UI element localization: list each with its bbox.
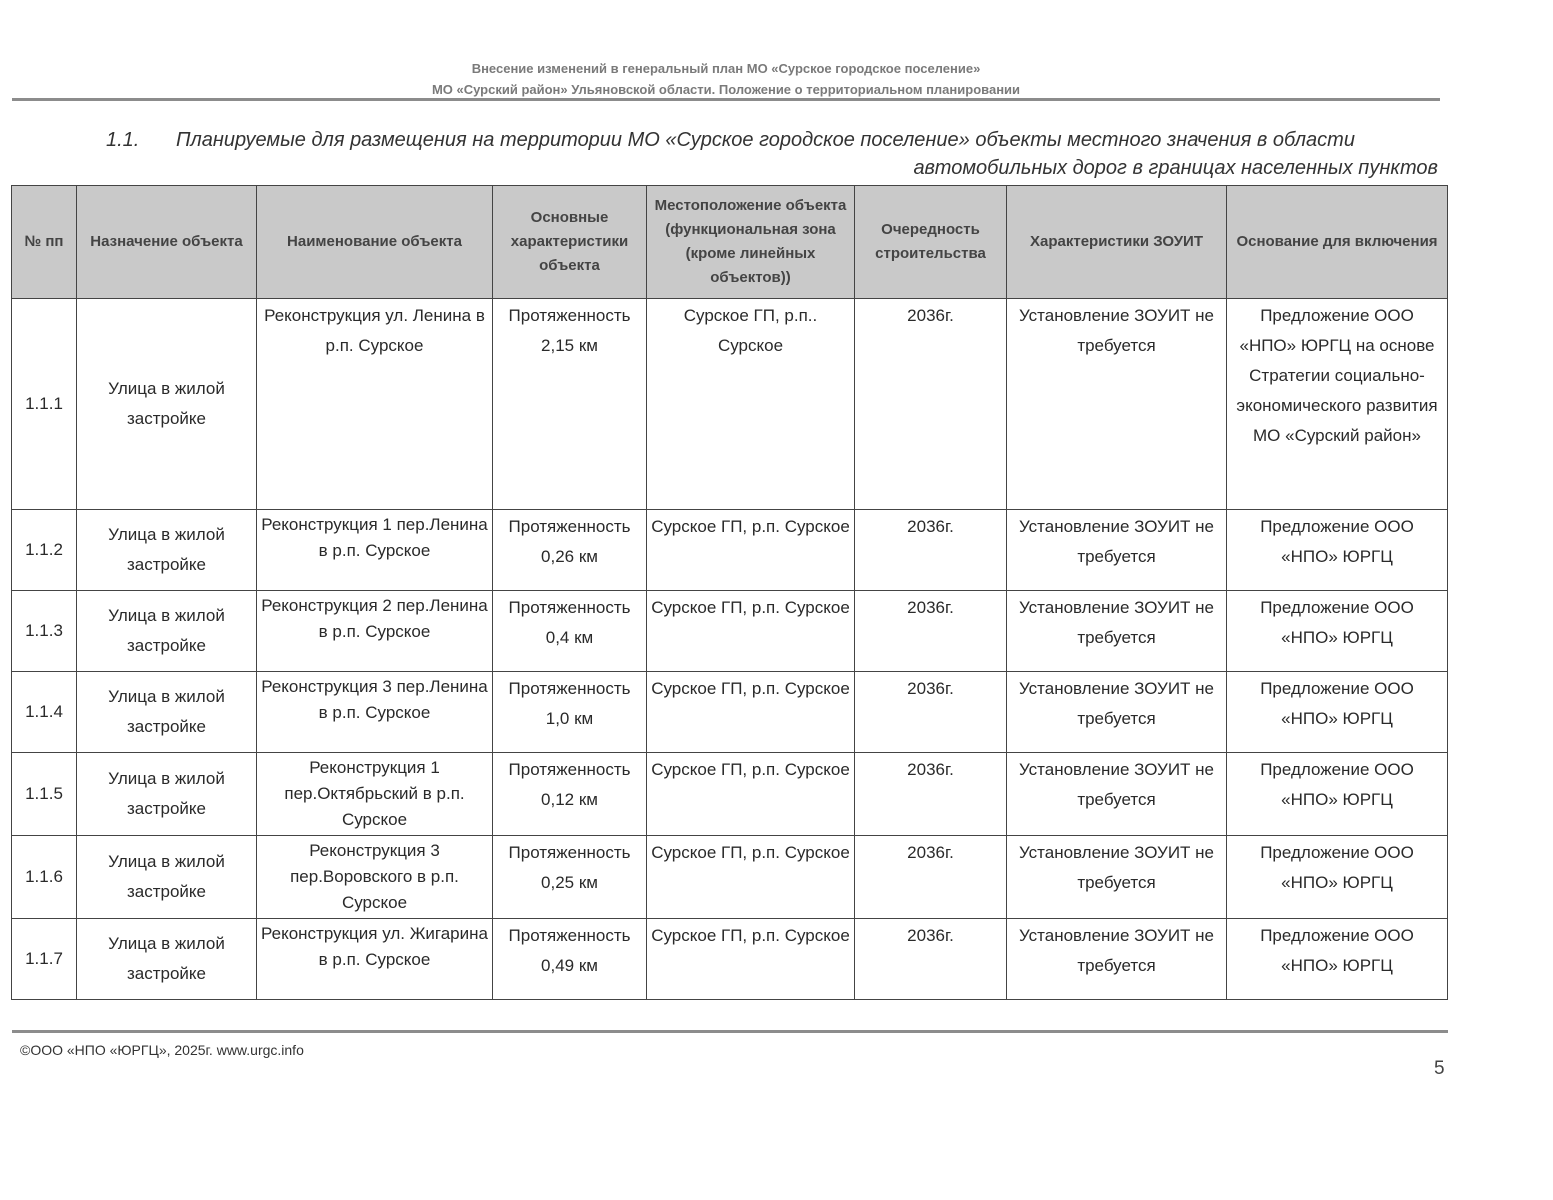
row-basis: Предложение ООО «НПО» ЮРГЦ xyxy=(1227,591,1448,672)
row-name: Реконструкция ул. Жигарина в р.п. Сурское xyxy=(257,919,493,1000)
row-number: 1.1.2 xyxy=(12,510,77,591)
row-name: Реконструкция 3 пер.Ленина в р.п. Сурское xyxy=(257,672,493,753)
row-purpose: Улица в жилой застройке xyxy=(77,299,257,510)
table-row xyxy=(12,753,1448,836)
row-characteristics: Протяженность 0,49 км xyxy=(493,919,647,1000)
row-location: Сурское ГП, р.п. Сурское xyxy=(647,919,855,1000)
column-header: № пп xyxy=(12,186,77,299)
page-number: 5 xyxy=(1434,1058,1445,1079)
row-zouit: Установление ЗОУИТ не требуется xyxy=(1007,672,1227,753)
row-number: 1.1.1 xyxy=(12,299,77,510)
row-characteristics: Протяженность 0,26 км xyxy=(493,510,647,591)
table-row xyxy=(12,836,1448,919)
row-characteristics: Протяженность 1,0 км xyxy=(493,672,647,753)
row-zouit: Установление ЗОУИТ не требуется xyxy=(1007,919,1227,1000)
row-name: Реконструкция 3 пер.Воровского в р.п. Сурское xyxy=(257,836,493,919)
row-location: Сурское ГП, р.п. Сурское xyxy=(647,672,855,753)
row-location: Сурское ГП, р.п. Сурское xyxy=(647,753,855,836)
footer-rule xyxy=(12,1030,1448,1033)
row-location: Сурское ГП, р.п.. Сурское xyxy=(647,299,855,510)
section-title-line-1 xyxy=(106,126,1438,154)
table-row xyxy=(12,299,1448,510)
row-location: Сурское ГП, р.п. Сурское xyxy=(647,591,855,672)
row-name: Реконструкция ул. Ленина в р.п. Сурское xyxy=(257,299,493,510)
row-basis: Предложение ООО «НПО» ЮРГЦ xyxy=(1227,672,1448,753)
table-row xyxy=(12,919,1448,1000)
column-header: Характеристики ЗОУИТ xyxy=(1007,186,1227,299)
section-title xyxy=(106,126,1438,182)
row-number: 1.1.7 xyxy=(12,919,77,1000)
row-characteristics: Протяженность 0,25 км xyxy=(493,836,647,919)
row-purpose: Улица в жилой застройке xyxy=(77,836,257,919)
row-name: Реконструкция 1 пер.Октябрьский в р.п. Сурское xyxy=(257,753,493,836)
column-header: Наименование объекта xyxy=(257,186,493,299)
column-header: Основание для включения xyxy=(1227,186,1448,299)
header-line-2: МО «Сурский район» Ульяновской области. Положение о территориальном планировании xyxy=(431,82,1021,97)
objects-table xyxy=(11,185,1448,1000)
row-zouit: Установление ЗОУИТ не требуется xyxy=(1007,510,1227,591)
row-priority: 2036г. xyxy=(855,672,1007,753)
row-basis: Предложение ООО «НПО» ЮРГЦ xyxy=(1227,919,1448,1000)
row-name: Реконструкция 2 пер.Ленина в р.п. Сурское xyxy=(257,591,493,672)
row-priority: 2036г. xyxy=(855,836,1007,919)
row-characteristics: Протяженность 0,4 км xyxy=(493,591,647,672)
row-number: 1.1.6 xyxy=(12,836,77,919)
row-purpose: Улица в жилой застройке xyxy=(77,919,257,1000)
row-characteristics: Протяженность 0,12 км xyxy=(493,753,647,836)
row-purpose: Улица в жилой застройке xyxy=(77,753,257,836)
section-title-line-2: автомобильных дорог в границах населенных пунктов xyxy=(913,157,1438,179)
row-priority: 2036г. xyxy=(855,919,1007,1000)
row-priority: 2036г. xyxy=(855,753,1007,836)
table-row xyxy=(12,672,1448,753)
section-title-text-1: Планируемые для размещения на территории МО «Сурское городское поселение» объекты местного значения в области xyxy=(176,129,1355,151)
column-header: Очередность строительства xyxy=(855,186,1007,299)
header-line-1: Внесение изменений в генеральный план МО «Сурское городское поселение» xyxy=(471,61,981,76)
column-header: Основные характеристики объекта xyxy=(493,186,647,299)
footer-copyright: ©ООО «НПО «ЮРГЦ», 2025г. www.urgc.info xyxy=(20,1042,304,1058)
table-row xyxy=(12,510,1448,591)
section-number: 1.1. xyxy=(106,129,140,151)
row-number: 1.1.3 xyxy=(12,591,77,672)
column-header: Местоположение объекта (функциональная зона (кроме линейных объектов)) xyxy=(647,186,855,299)
row-purpose: Улица в жилой застройке xyxy=(77,591,257,672)
row-purpose: Улица в жилой застройке xyxy=(77,510,257,591)
column-header: Назначение объекта xyxy=(77,186,257,299)
table-header-row xyxy=(12,186,1448,299)
row-name: Реконструкция 1 пер.Ленина в р.п. Сурское xyxy=(257,510,493,591)
row-number: 1.1.4 xyxy=(12,672,77,753)
row-location: Сурское ГП, р.п. Сурское xyxy=(647,836,855,919)
row-zouit: Установление ЗОУИТ не требуется xyxy=(1007,591,1227,672)
row-priority: 2036г. xyxy=(855,510,1007,591)
header-rule xyxy=(12,98,1440,101)
row-number: 1.1.5 xyxy=(12,753,77,836)
row-priority: 2036г. xyxy=(855,299,1007,510)
table-row xyxy=(12,591,1448,672)
row-location: Сурское ГП, р.п. Сурское xyxy=(647,510,855,591)
row-basis: Предложение ООО «НПО» ЮРГЦ xyxy=(1227,836,1448,919)
row-zouit: Установление ЗОУИТ не требуется xyxy=(1007,753,1227,836)
row-zouit: Установление ЗОУИТ не требуется xyxy=(1007,299,1227,510)
page-header xyxy=(12,58,1440,100)
row-zouit: Установление ЗОУИТ не требуется xyxy=(1007,836,1227,919)
row-priority: 2036г. xyxy=(855,591,1007,672)
row-basis: Предложение ООО «НПО» ЮРГЦ на основе Стратегии социально-экономического развития МО «Сурский район» xyxy=(1227,299,1448,510)
row-basis: Предложение ООО «НПО» ЮРГЦ xyxy=(1227,753,1448,836)
row-purpose: Улица в жилой застройке xyxy=(77,672,257,753)
row-characteristics: Протяженность 2,15 км xyxy=(493,299,647,510)
row-basis: Предложение ООО «НПО» ЮРГЦ xyxy=(1227,510,1448,591)
